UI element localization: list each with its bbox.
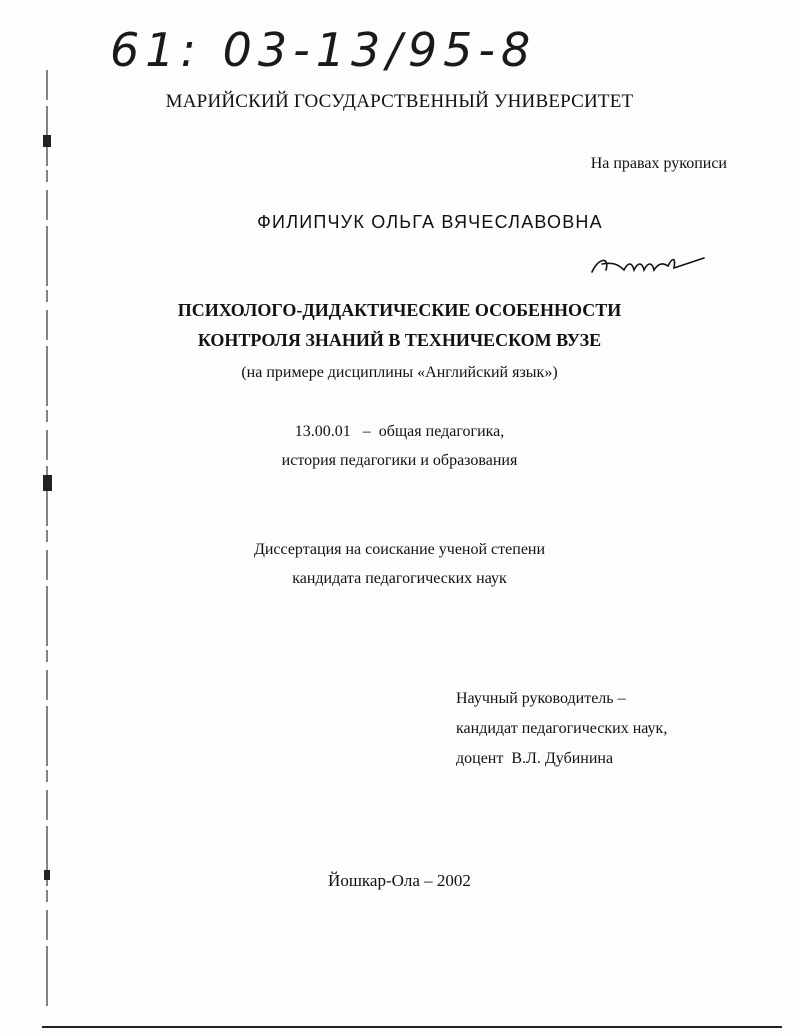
manuscript-rights-note: На правах рукописи <box>590 155 727 172</box>
catalog-number-text: 61: 03-13/95-8 <box>110 23 537 76</box>
title-line-1: ПСИХОЛОГО-ДИДАКТИЧЕСКИЕ ОСОБЕННОСТИ <box>177 300 622 320</box>
scan-margin-artifact <box>40 70 54 1010</box>
specialty-line-1: 13.00.01 – общая педагогика, <box>294 423 505 440</box>
title-subtitle: (на примере дисциплины «Английский язык») <box>241 364 558 381</box>
scan-bottom-edge <box>42 1026 782 1028</box>
dissertation-line-2: кандидата педагогических наук <box>292 570 507 587</box>
handwritten-catalog-number <box>108 14 578 76</box>
author-name: ФИЛИПЧУК ОЛЬГА ВЯЧЕСЛАВОВНА <box>257 212 603 232</box>
specialty-line-2: история педагогики и образования <box>281 452 518 469</box>
title-line-2: КОНТРОЛЯ ЗНАНИЙ В ТЕХНИЧЕСКОМ ВУЗЕ <box>197 330 602 350</box>
supervisor-line-3: доцент В.Л. Дубинина <box>456 750 614 767</box>
supervisor-line-2: кандидат педагогических наук, <box>456 720 668 737</box>
city-year: Йошкар-Ола – 2002 <box>328 871 471 890</box>
university-name: МАРИЙСКИЙ ГОСУДАРСТВЕННЫЙ УНИВЕРСИТЕТ <box>165 91 634 112</box>
supervisor-line-1: Научный руководитель – <box>456 690 626 707</box>
dissertation-line-1: Диссертация на соискание ученой степени <box>253 541 546 558</box>
author-signature <box>588 250 708 280</box>
